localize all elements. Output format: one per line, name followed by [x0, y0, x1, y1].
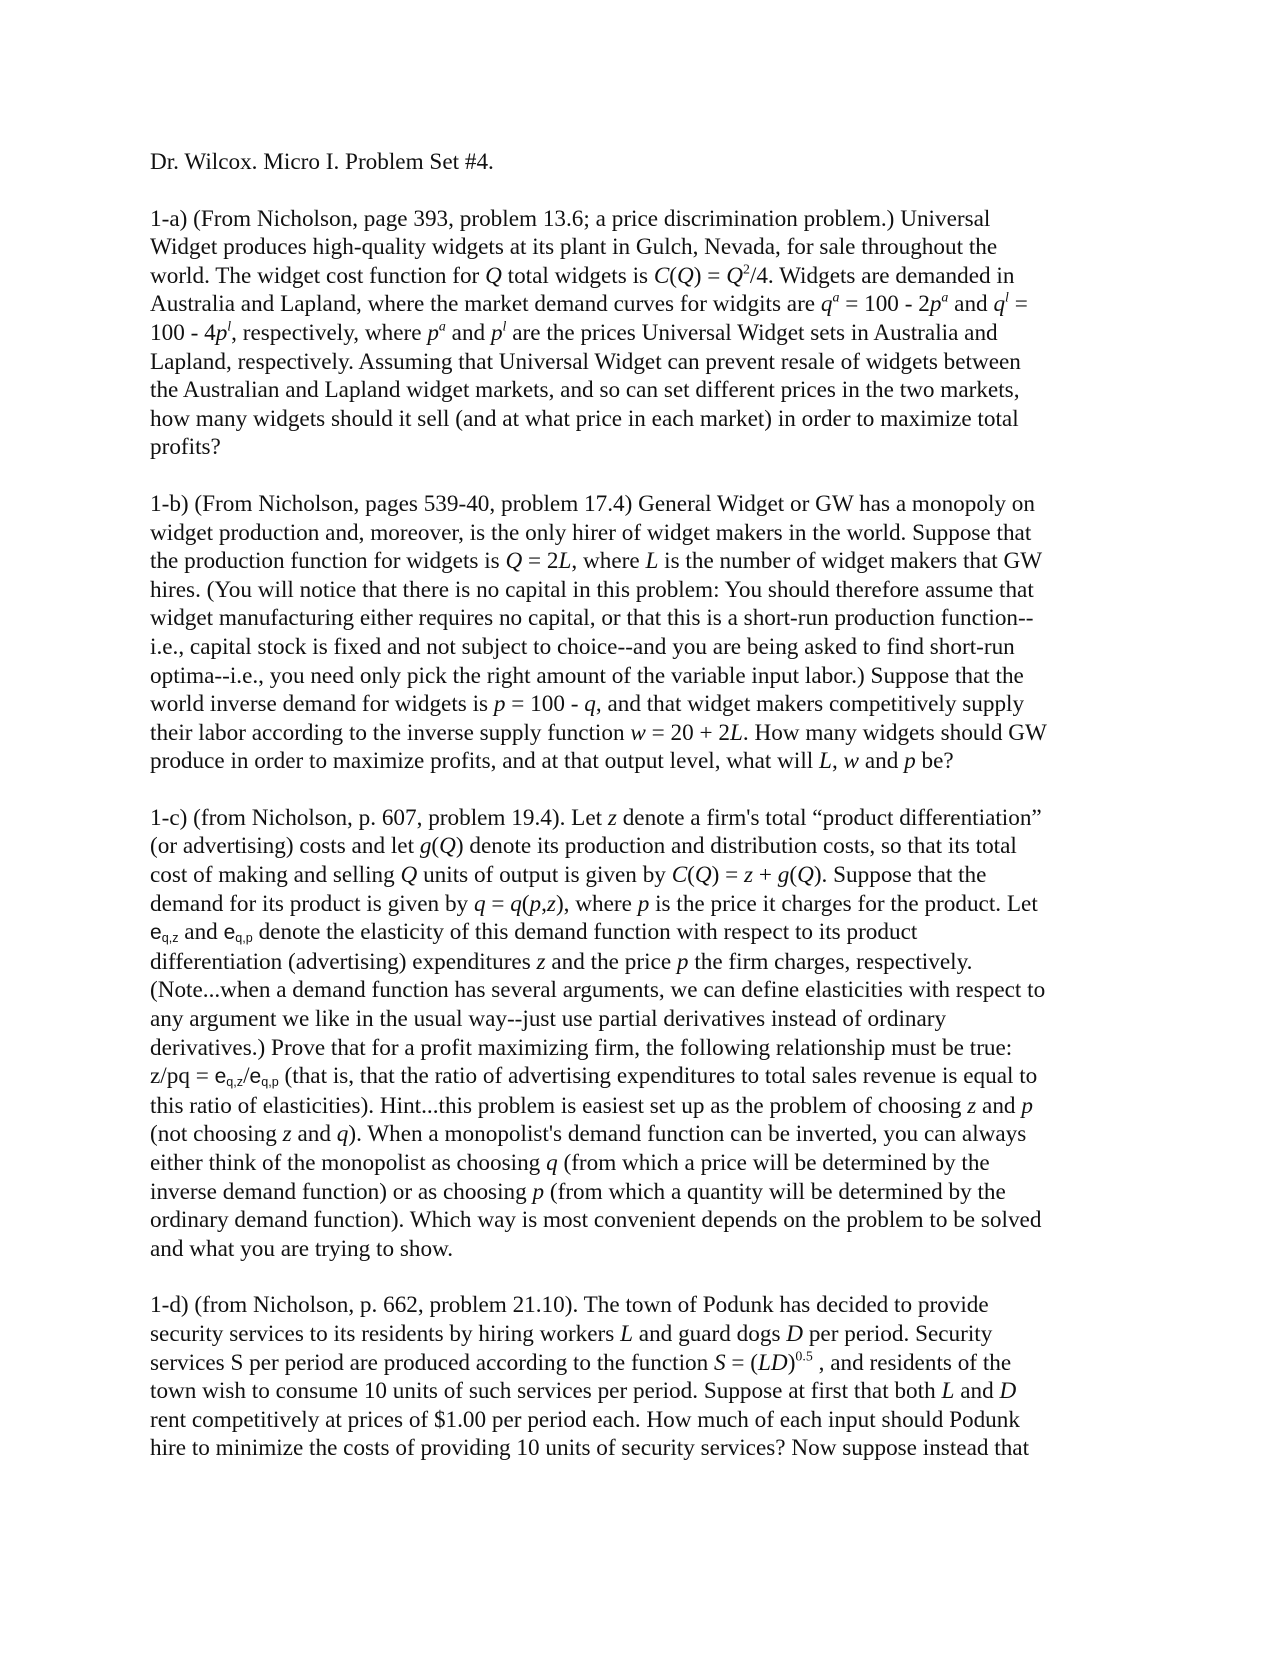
problem-1b	[150, 490, 1130, 776]
problem-1-a-line: profits?	[150, 434, 221, 461]
problem-1-b-line: produce in order to maximize profits, and at that output level, what will L, w and p be?	[150, 748, 954, 775]
problem-1-b-line: the production function for widgets is Q = 2L, where L is the number of widget makers that GW	[150, 548, 1043, 575]
problem-1c	[150, 804, 1130, 1264]
problem-1-a-line: the Australian and Lapland widget markets, and so can set different prices in the two markets,	[150, 377, 1020, 404]
problem-1-a-line: Australia and Lapland, where the market demand curves for widgits are $q^a = 100 - 2p^a$ and $q^l$ =	[150, 290, 1028, 318]
problem-1-d-line: services S per period are produced according to the function S = (LD)$^{0.5}$ , and residents of the	[150, 1348, 1012, 1376]
problem-1-c-line: inverse demand function) or as choosing p (from which a quantity will be determined by the	[150, 1178, 1006, 1205]
problem-1-c-line: (not choosing z and q). When a monopolist's demand function can be inverted, you can always	[150, 1121, 1027, 1148]
problem-1-d-line: security services to its residents by hiring workers L and guard dogs D per period. Security	[150, 1320, 993, 1347]
problem-1-b-line: i.e., capital stock is fixed and not subject to choice--and you are being asked to find short-run	[150, 633, 1015, 660]
problem-1-a-line: Widget produces high-quality widgets at its plant in Gulch, Nevada, for sale throughout the	[150, 234, 998, 261]
problem-1-d-line: rent competitively at prices of $1.00 per period each. How much of each input should Podunk	[150, 1406, 1020, 1433]
problem-1-c-line: any argument we like in the usual way--just use partial derivatives instead of ordinary	[150, 1006, 947, 1033]
problem-1-a-line: Lapland, respectively. Assuming that Universal Widget can prevent resale of widgets between	[150, 348, 1021, 375]
problem-1-c-line: $e_{q,z}$ and $e_{q,p}$ denote the elasticity of this demand function with respect to its product	[150, 919, 918, 946]
problem-1-b-line: widget production and, moreover, is the only hirer of widget makers in the world. Suppose that	[150, 519, 1032, 546]
problem-1-a-line: world. The widget cost function for Q total widgets is $C(Q) = Q^2/4$. Widgets are demanded in	[150, 262, 1015, 289]
problem-1-c-line: derivatives.) Prove that for a profit maximizing firm, the following relationship must be true:	[150, 1034, 1013, 1061]
problem-1-c-line: demand for its product is given by q = q(p,z), where p is the price it charges for the product. Let	[150, 890, 1038, 917]
problem-1-c-line: differentiation (advertising) expenditures z and the price p the firm charges, respectively.	[150, 948, 973, 975]
problem-1-c-line: cost of making and selling Q units of output is given by C(Q) = z + g(Q). Suppose that the	[150, 862, 987, 889]
problem-1-c-line: ordinary demand function). Which way is most convenient depends on the problem to be solved	[150, 1207, 1042, 1234]
problem-1-b-line: their labor according to the inverse supply function w = 20 + 2L. How many widgets should GW	[150, 719, 1047, 746]
problem-1-d-line: town wish to consume 10 units of such services per period. Suppose at first that both L and D	[150, 1378, 1017, 1405]
problem-1-a-line: how many widgets should it sell (and at what price in each market) in order to maximize total	[150, 405, 1019, 432]
problem-1d	[150, 1291, 1130, 1463]
problem-1-c-line: 1-c) (from Nicholson, p. 607, problem 19.4). Let z denote a firm's total “product differentiation”	[150, 804, 1042, 831]
problem-1-c-line: and what you are trying to show.	[150, 1235, 454, 1262]
problem-1-d-line: hire to minimize the costs of providing 10 units of security services? Now suppose instead that	[150, 1435, 1030, 1462]
problem-set-page	[150, 148, 1130, 1491]
problem-1-b-line: 1-b) (From Nicholson, pages 539-40, problem 17.4) General Widget or GW has a monopoly on	[150, 490, 1035, 517]
document-title: Dr. Wilcox. Micro I. Problem Set #4.	[150, 149, 494, 175]
problem-1-c-line: (or advertising) costs and let g(Q) denote its production and distribution costs, so that its total	[150, 833, 1017, 860]
problem-1-b-line: hires. (You will notice that there is no capital in this problem: You should therefore assume that	[150, 576, 1034, 603]
problem-1-c-line: either think of the monopolist as choosing q (from which a price will be determined by the	[150, 1150, 990, 1176]
problem-1-b-line: optima--i.e., you need only pick the right amount of the variable input labor.) Suppose that the	[150, 662, 1024, 689]
problem-1-c-line: $z/pq = e_{q,z}/e_{q,p}$ (that is, that the ratio of advertising expenditures to total sales revenue is equal to	[150, 1063, 1038, 1090]
problem-1-a-line: 1-a) (From Nicholson, page 393, problem 13.6; a price discrimination problem.) Universal	[150, 205, 991, 232]
problem-1-d-line: 1-d) (from Nicholson, p. 662, problem 21.10). The town of Podunk has decided to provide	[150, 1292, 989, 1319]
problem-1-c-line: this ratio of elasticities). Hint...this problem is easiest set up as the problem of choosing z and p	[150, 1092, 1033, 1119]
problem-1-c-line: (Note...when a demand function has several arguments, we can define elasticities with respect to	[150, 977, 1046, 1004]
problem-1-a-line: $100 - 4p^l$, respectively, where $p^a$ and $p^l$ are the prices Universal Widget sets in Australia and	[150, 319, 998, 346]
problem-1-b-line: world inverse demand for widgets is p = 100 - q, and that widget makers competitively supply	[150, 691, 1025, 718]
problem-1-b-line: widget manufacturing either requires no capital, or that this is a short-run production function--	[150, 605, 1034, 632]
problem-1a	[150, 205, 1130, 462]
